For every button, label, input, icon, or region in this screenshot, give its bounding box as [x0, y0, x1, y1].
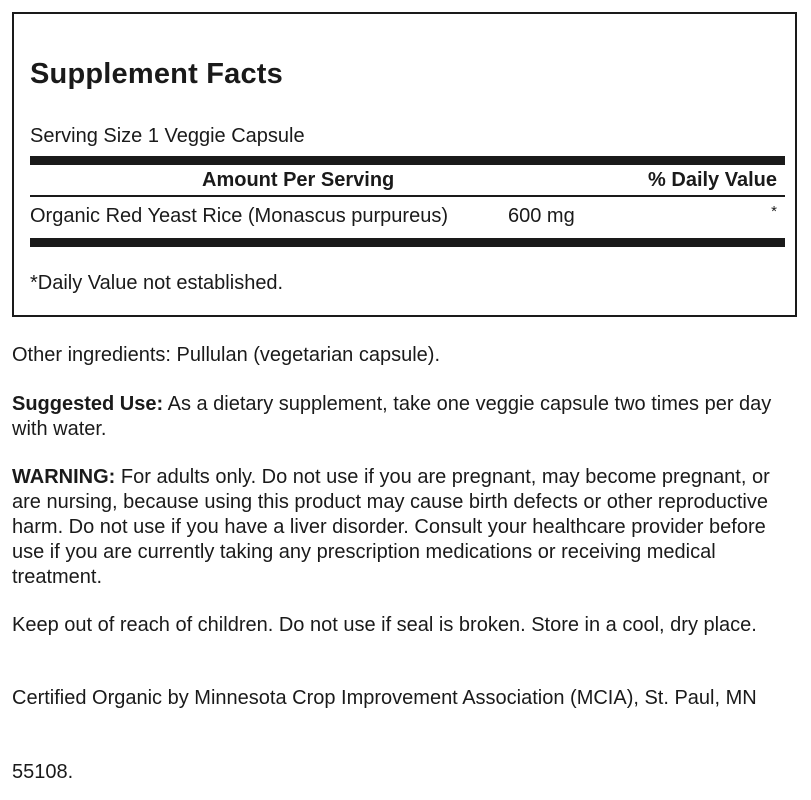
header-amount-per-serving: Amount Per Serving [202, 169, 395, 191]
divider-thick-top [30, 156, 785, 165]
warning [12, 465, 802, 590]
suggested-use-text: As a dietary supplement, take one veggie capsule two times per day with water. [12, 393, 772, 440]
zip-code: 55108. [12, 761, 74, 783]
supplement-facts-panel [12, 12, 797, 317]
certification: Certified Organic by Minnesota Crop Improvement Association (MCIA), St. Paul, MN [12, 687, 757, 709]
ingredient-amount: 600 mg [508, 205, 575, 227]
facts-title: Supplement Facts [30, 58, 283, 90]
ingredient-daily-value: * [771, 203, 777, 220]
other-ingredients: Other ingredients: Pullulan (vegetarian capsule). [12, 344, 441, 366]
divider-thin [30, 195, 785, 197]
divider-thick-bottom [30, 238, 785, 247]
storage-instructions: Keep out of reach of children. Do not use if seal is broken. Store in a cool, dry place. [12, 614, 757, 636]
header-daily-value: % Daily Value [648, 169, 777, 191]
ingredient-name: Organic Red Yeast Rice (Monascus purpureus) [30, 205, 448, 227]
serving-size: Serving Size 1 Veggie Capsule [30, 125, 305, 147]
daily-value-footnote: *Daily Value not established. [30, 272, 284, 294]
suggested-use-label: Suggested Use: [12, 393, 164, 415]
warning-label: WARNING: [12, 466, 116, 488]
suggested-use [12, 392, 802, 442]
warning-text: For adults only. Do not use if you are pregnant, may become pregnant, or are nursing, because using this product may cause birth defects or other reproductive harm. Do not use if you have a liver disorder. Consult your healthcare provider before use if you are currently taking any prescription medications or receiving medical treatment. [12, 466, 770, 588]
